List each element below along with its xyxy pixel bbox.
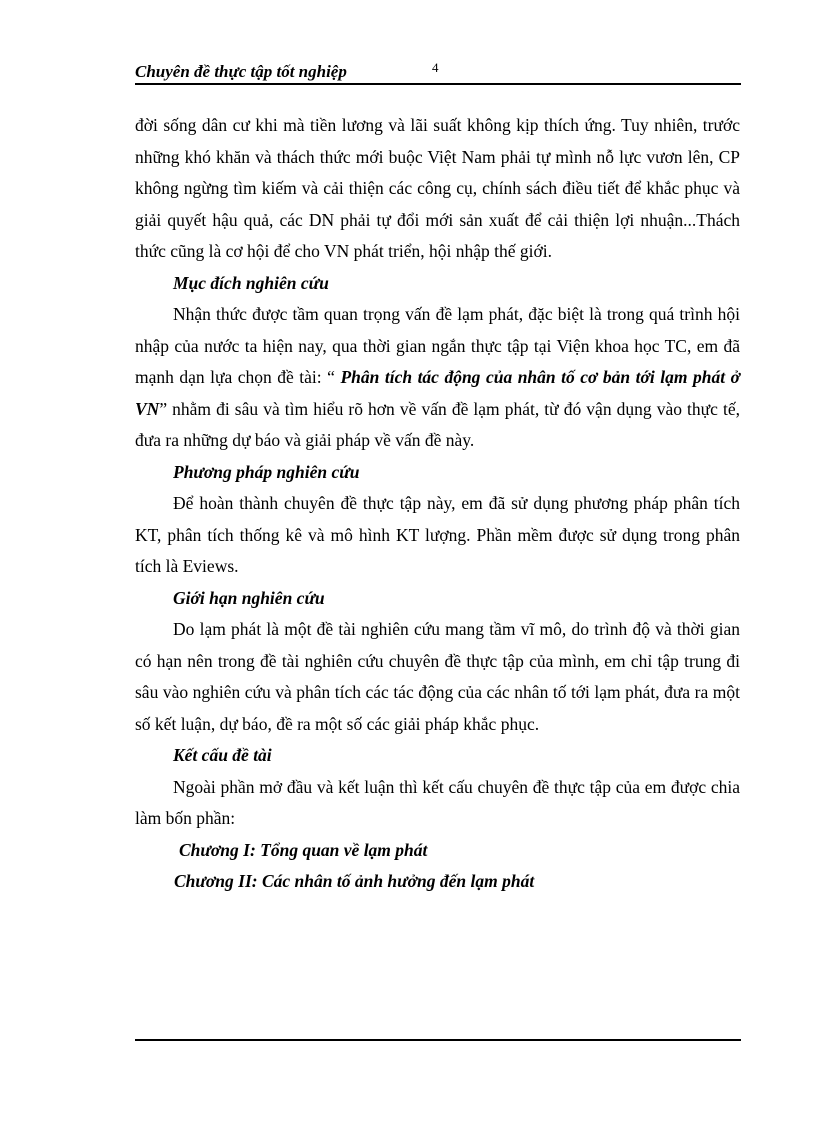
purpose-text-start: Nhận thức được tầm quan trọng vấn đề lạm phát, đặc biệt là trong quá trình hội nhập của nước ta hiện nay, qua thời gian ngắn thực tập tại Viện khoa học TC, em đã mạnh dạn lựa chọn đề tài: “ (135, 304, 740, 387)
paragraph-structure: Ngoài phần mở đầu và kết luận thì kết cấu chuyên đề thực tập của em được chia làm bốn phần: (135, 776, 740, 828)
purpose-text-end: ” nhằm đi sâu và tìm hiểu rõ hơn về vấn đề lạm phát, từ đó vận dụng vào thực tế, đưa ra những dự báo và giải pháp về vấn đề này. (135, 398, 740, 450)
header-rule (135, 83, 741, 85)
page-header (135, 58, 741, 84)
page-number: 4 (432, 60, 439, 75)
paragraph-method: Để hoàn thành chuyên đề thực tập này, em đã sử dụng phương pháp phân tích KT, phân tích thống kê và mô hình KT lượng. Phần mềm được sử dụng trong phân tích là Eviews. (135, 493, 740, 576)
chapter-1: Chương I: Tổng quan về lạm phát (179, 839, 428, 860)
paragraph-limit: Do lạm phát là một đề tài nghiên cứu mang tầm vĩ mô, do trình độ và thời gian có hạn nên trong đề tài nghiên cứu chuyên đề thực tập của mình, em chỉ tập trung đi sâu vào nghiên cứu và phân tích các tác động của các nhân tố tới lạm phát, đưa ra một số kết luận, dự báo, đề ra một số các giải pháp khắc phục. (135, 619, 740, 734)
heading-purpose: Mục đích nghiên cứu (173, 272, 329, 293)
header-title: Chuyên đề thực tập tốt nghiệp (135, 62, 347, 81)
paragraph-intro: đời sống dân cư khi mà tiền lương và lãi suất không kịp thích ứng. Tuy nhiên, trước những khó khăn và thách thức mới buộc Việt Nam phải tự mình nỗ lực vươn lên, CP không ngừng tìm kiếm và cải thiện các công cụ, chính sách điều tiết để khắc phục và giải quyết hậu quả, các DN phải tự đổi mới sản xuất để cải thiện lợi nhuận...Thách thức cũng là cơ hội để cho VN phát triển, hội nhập thế giới. (135, 115, 740, 261)
thesis-topic: Phân tích tác động của nhân tố cơ bản tới lạm phát ở VN (135, 367, 740, 419)
heading-structure: Kết cấu đề tài (173, 745, 272, 765)
heading-method: Phương pháp nghiên cứu (173, 461, 360, 482)
paragraph-purpose (135, 299, 740, 457)
chapter-2: Chương II: Các nhân tố ảnh hưởng đến lạm phát (174, 871, 535, 891)
heading-limit: Giới hạn nghiên cứu (173, 587, 325, 608)
body-text (135, 110, 740, 898)
footer-rule (135, 1039, 741, 1041)
